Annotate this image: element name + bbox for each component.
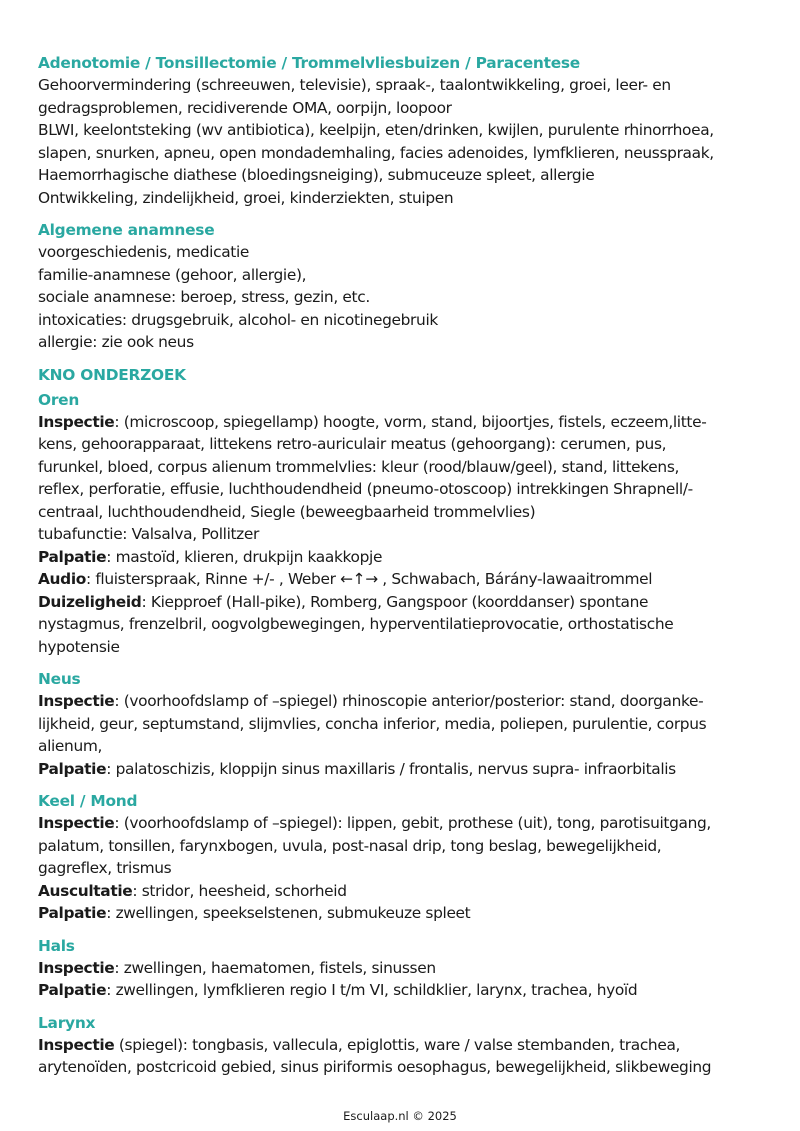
line-text: palatum, tonsillen, farynxbogen, uvula, post-nasal drip, tong beslag, bewegelijkheid,	[38, 836, 662, 855]
section-heading: Hals	[38, 936, 75, 955]
text-line	[38, 880, 768, 903]
line-text: allergie: zie ook neus	[38, 333, 194, 351]
text-line	[38, 331, 768, 354]
line-text: gagreflex, trismus	[38, 859, 172, 877]
section	[38, 669, 768, 780]
line-label: Duizeligheid	[38, 592, 142, 611]
line-text: intoxicaties: drugsgebruik, alcohol- en nicotinegebruik	[38, 310, 438, 329]
line-text: arytenoïden, postcricoid gebied, sinus piriformis oesophagus, bewegelijkheid, slikbeweging	[38, 1058, 712, 1076]
line-label: Inspectie	[38, 1035, 115, 1054]
line-text: : palatoschizis, kloppijn sinus maxillaris / frontalis, nervus supra- infraorbitalis	[106, 759, 676, 778]
line-text: tubafunctie: Valsalva, Pollitzer	[38, 525, 260, 543]
line-text: alienum,	[38, 737, 103, 755]
line-label: Palpatie	[38, 904, 107, 922]
line-label: Audio	[38, 570, 86, 588]
section	[38, 53, 768, 209]
line-text: voorgeschiedenis, medicatie	[38, 243, 250, 261]
text-line	[38, 735, 768, 758]
section	[38, 1013, 768, 1079]
section-heading: Adenotomie / Tonsillectomie / Trommelvliesbuizen / Paracentese	[38, 54, 580, 72]
section	[38, 791, 768, 925]
line-label: Inspectie	[38, 958, 115, 977]
line-text: Gehoorvermindering (schreeuwen, televisie), spraak-, taalontwikkeling, groei, leer- en	[38, 76, 671, 94]
line-label: Palpatie	[38, 981, 107, 999]
text-line	[38, 501, 768, 524]
section-heading: Neus	[38, 670, 81, 688]
line-label: Palpatie	[38, 547, 107, 566]
line-text: lijkheid, geur, septumstand, slijmvlies, concha inferior, media, poliepen, purulentie, corpus	[38, 714, 707, 733]
section-heading: Algemene anamnese	[38, 221, 215, 239]
line-text: (spiegel): tongbasis, vallecula, epiglottis, ware / valse stembanden, trachea,	[114, 1035, 681, 1054]
text-line	[38, 957, 768, 980]
section	[38, 220, 768, 354]
text-line	[38, 758, 768, 781]
line-text: gedragsproblemen, recidiverende OMA, oorpijn, loopoor	[38, 98, 452, 117]
line-text: nystagmus, frenzelbril, oogvolgbewegingen, hyperventilatieprovocatie, orthostatische	[38, 615, 674, 633]
line-text: : (voorhoofdslamp of –spiegel) rhinoscopie anterior/posterior: stand, doorganke-	[114, 692, 704, 710]
line-text: : fluisterspraak, Rinne +/- , Weber ←↑→ , Schwabach, Bárány-lawaaitrommel	[85, 570, 653, 588]
line-label: Inspectie	[38, 692, 115, 710]
text-line	[38, 1034, 768, 1057]
text-line	[38, 119, 768, 142]
line-text: : (voorhoofdslamp of –spiegel): lippen, gebit, prothese (uit), tong, parotisuitgang,	[114, 814, 711, 832]
line-text: Haemorrhagische diathese (bloedingsneiging), submuceuze spleet, allergie	[38, 166, 595, 184]
line-text: : stridor, heesheid, schorheid	[132, 881, 347, 900]
text-line	[38, 433, 768, 456]
line-label: Auscultatie	[38, 881, 133, 900]
text-line	[38, 613, 768, 636]
line-text: : zwellingen, haematomen, fistels, sinussen	[114, 958, 436, 977]
section-heading: Oren	[38, 390, 80, 409]
text-line	[38, 636, 768, 659]
text-line	[38, 690, 768, 713]
section	[38, 936, 768, 1002]
text-line	[38, 264, 768, 287]
section-heading: Larynx	[38, 1013, 96, 1032]
text-line	[38, 1056, 768, 1079]
text-line	[38, 713, 768, 736]
line-text: slapen, snurken, apneu, open mondademhaling, facies adenoides, lymfklieren, neusspraak,	[38, 143, 714, 162]
document-body	[38, 53, 768, 1090]
line-label: Palpatie	[38, 759, 107, 778]
line-label: Inspectie	[38, 814, 115, 832]
text-line	[38, 857, 768, 880]
text-line	[38, 286, 768, 309]
line-text: BLWI, keelontsteking (wv antibiotica), keelpijn, eten/drinken, kwijlen, purulente rhinorrhoea,	[38, 121, 714, 139]
text-line	[38, 411, 768, 434]
line-text: kens, gehoorapparaat, littekens retro-auriculair meatus (gehoorgang): cerumen, pus,	[38, 435, 667, 453]
text-line	[38, 812, 768, 835]
text-line	[38, 523, 768, 546]
text-line	[38, 546, 768, 569]
text-line	[38, 164, 768, 187]
line-text: Ontwikkeling, zindelijkheid, groei, kinderziekten, stuipen	[38, 188, 454, 207]
line-text: familie-anamnese (gehoor, allergie),	[38, 265, 307, 284]
line-text: : Kiepproef (Hall-pike), Romberg, Gangspoor (koorddanser) spontane	[141, 592, 649, 611]
text-line	[38, 241, 768, 264]
line-text: : zwellingen, speekselstenen, submukeuze spleet	[106, 904, 471, 922]
line-text: : zwellingen, lymfklieren regio I t/m VI, schildklier, larynx, trachea, hyoïd	[106, 981, 638, 999]
line-text: sociale anamnese: beroep, stress, gezin, etc.	[38, 288, 370, 306]
text-line	[38, 591, 768, 614]
section	[38, 365, 768, 659]
text-line	[38, 309, 768, 332]
text-line	[38, 568, 768, 591]
text-line	[38, 835, 768, 858]
line-text: centraal, luchthoudendheid, Siegle (beweegbaarheid trommelvlies)	[38, 502, 536, 521]
section-heading: Keel / Mond	[38, 792, 138, 810]
text-line	[38, 142, 768, 165]
text-line	[38, 902, 768, 925]
text-line	[38, 478, 768, 501]
line-label: Inspectie	[38, 412, 115, 431]
text-line	[38, 187, 768, 210]
text-line	[38, 979, 768, 1002]
major-heading: KNO ONDERZOEK	[38, 365, 186, 384]
text-line	[38, 456, 768, 479]
line-text: reflex, perforatie, effusie, luchthoudendheid (pneumo-otoscoop) intrekkingen Shrapnell/-	[38, 480, 693, 498]
line-text: : mastoïd, klieren, drukpijn kaakkopje	[106, 547, 383, 566]
line-text: : (microscoop, spiegellamp) hoogte, vorm, stand, bijoortjes, fistels, eczeem,litte-	[114, 412, 707, 431]
line-text: hypotensie	[38, 637, 120, 656]
text-line	[38, 97, 768, 120]
footer-copyright: Esculaap.nl © 2025	[343, 1109, 457, 1123]
line-text: furunkel, bloed, corpus alienum trommelvlies: kleur (rood/blauw/geel), stand, littekens,	[38, 457, 680, 476]
text-line	[38, 74, 768, 97]
